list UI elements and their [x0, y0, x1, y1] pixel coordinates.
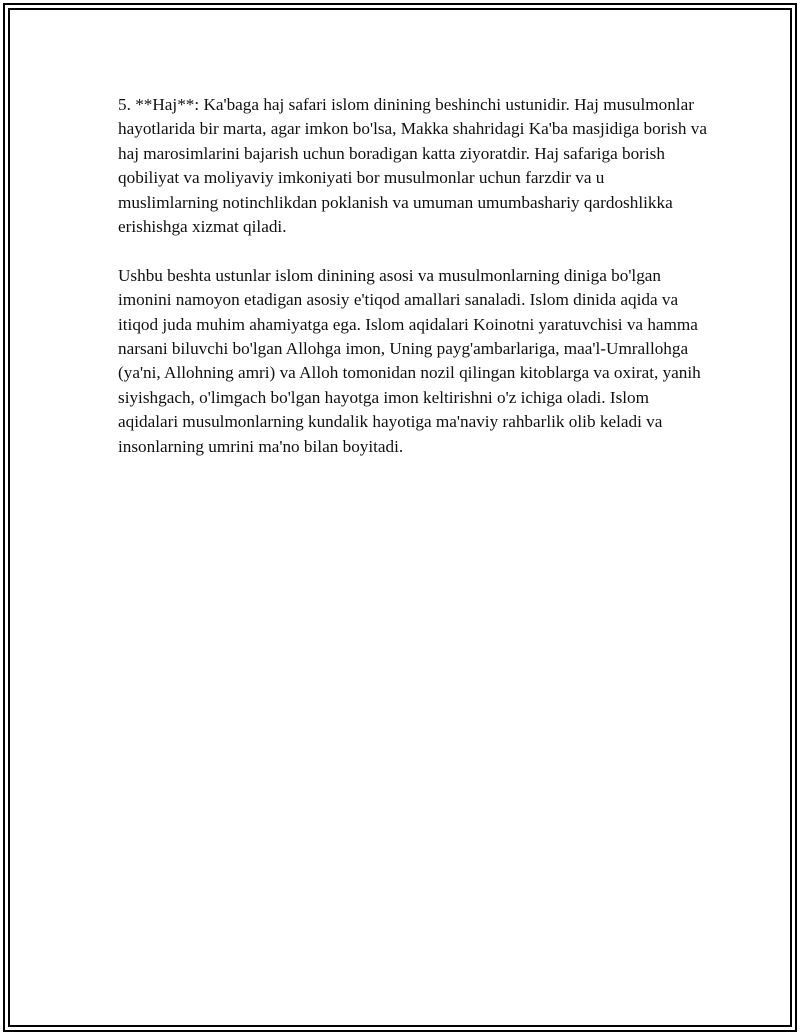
document-body	[118, 93, 708, 483]
paragraph-pillars-summary: Ushbu beshta ustunlar islom dinining asosi va musulmonlarning diniga bo'lgan imonini namoyon etadigan asosiy e'tiqod amallari sanaladi. Islom dinida aqida va itiqod juda muhim ahamiyatga ega. Islom aqidalari Koinotni yaratuvchisi va hamma narsani biluvchi bo'lgan Allohga imon, Uning payg'ambarlariga, maa'l-Umrallohga (ya'ni, Allohning amri) va Alloh tomonidan nozil qilingan kitoblarga va oxirat, yanih siyishgach, o'limgach bo'lgan hayotga imon keltirishni o'z ichiga oladi. Islom aqidalari musulmonlarning kundalik hayotiga ma'naviy rahbarlik olib keladi va insonlarning umrini ma'no bilan boyitadi.	[118, 265, 701, 456]
paragraph-hajj: 5. **Haj**: Ka'baga haj safari islom dinining beshinchi ustunidir. Haj musulmonlar hayotlarida bir marta, agar imkon bo'lsa, Makka shahridagi Ka'ba masjidiga borish va haj marosimlarini bajarish uchun boradigan katta ziyoratdir. Haj safariga borish qobiliyat va moliyaviy imkoniyati bor musulmonlar uchun farzdir va u muslimlarning notinchlikdan poklanish va umuman umumbashariy qardoshlikka erishishga xizmat qiladi.	[118, 95, 707, 237]
